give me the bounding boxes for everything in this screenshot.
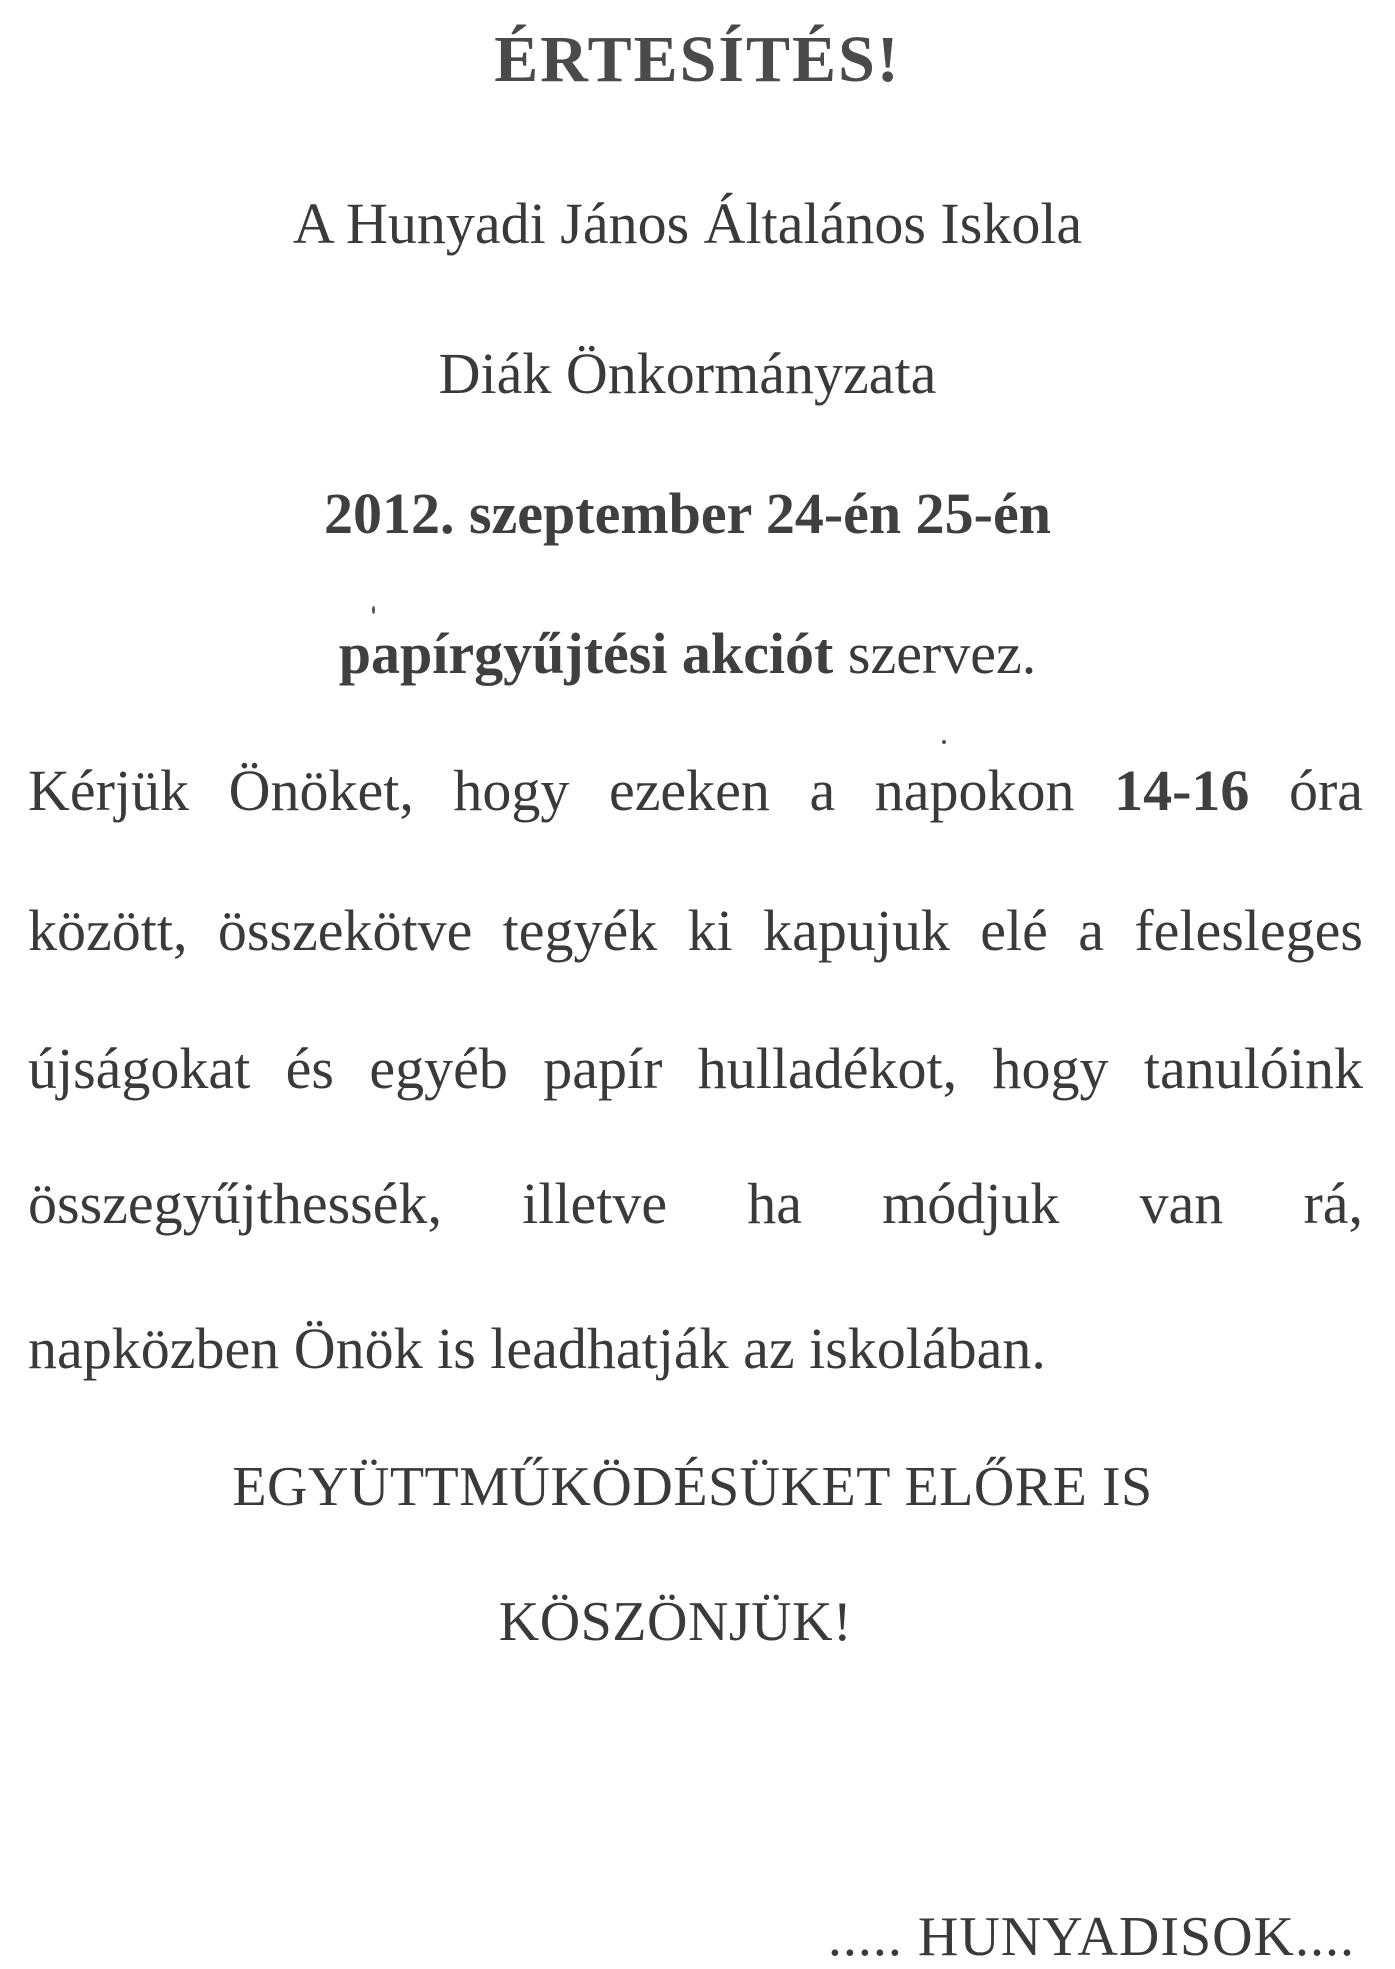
notice-heading: ÉRTESÍTÉS! xyxy=(494,23,901,96)
event-action-bold: papírgyűjtési akciót xyxy=(338,621,834,686)
body-line-1 xyxy=(28,758,1363,823)
closing-line-2: KÖSZÖNJÜK! xyxy=(498,1591,853,1653)
closing-line-1: EGYÜTTMŰKÖDÉSÜKET ELŐRE IS xyxy=(232,1456,1153,1518)
time-range: 14-16 xyxy=(1114,758,1250,823)
body-line-1-start: Kérjük Önöket, hogy ezeken a napokon xyxy=(28,758,1115,823)
scan-speck xyxy=(942,740,946,744)
event-action xyxy=(0,620,1385,687)
event-date: 2012. szeptember 24-én 25-én xyxy=(323,481,1051,546)
signature: ..... HUNYADISOK.... xyxy=(827,1906,1355,1968)
school-name: A Hunyadi János Általános Iskola xyxy=(292,191,1083,256)
body-line-3: újságokat és egyéb papír hulladékot, hogy tanulóink xyxy=(28,1036,1363,1101)
body-line-4: összegyűjthessék, illetve ha módjuk van rá, xyxy=(28,1171,1363,1236)
body-line-5: napközben Önök is leadhatják az iskolában. xyxy=(28,1316,1046,1381)
student-council: Diák Önkormányzata xyxy=(438,341,937,406)
body-line-2: között, összekötve tegyék ki kapujuk elé a felesleges xyxy=(28,898,1363,963)
scan-speck xyxy=(372,606,375,614)
body-line-1-end: óra xyxy=(1249,758,1363,823)
event-action-rest: szervez. xyxy=(833,621,1037,686)
